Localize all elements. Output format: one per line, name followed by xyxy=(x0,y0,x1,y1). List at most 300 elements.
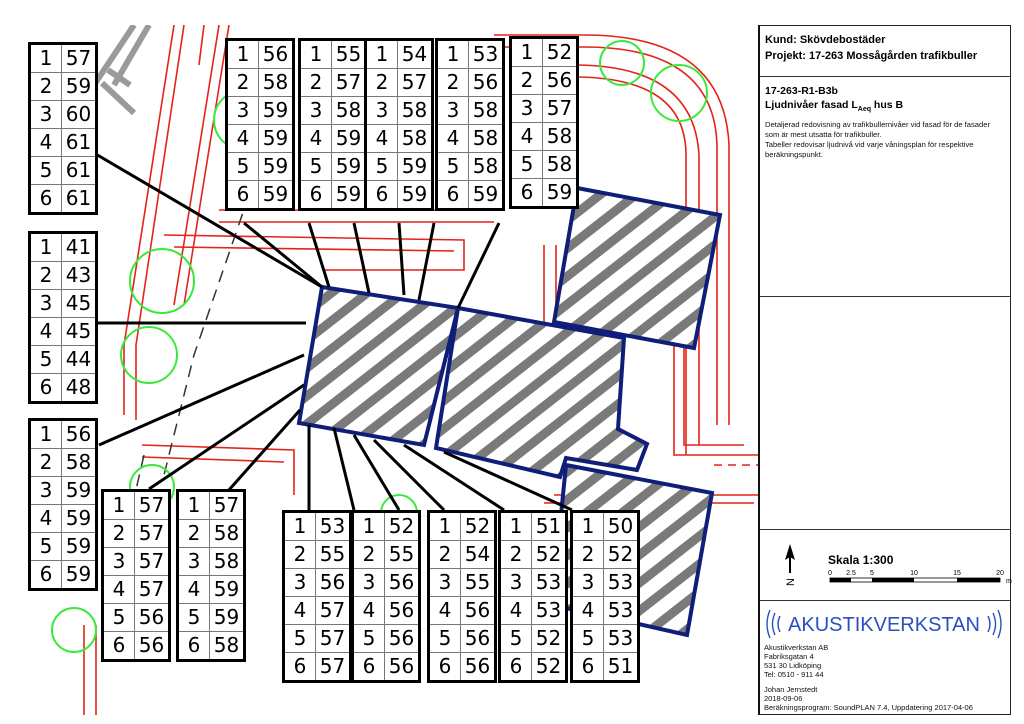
floor-number: 2 xyxy=(30,73,62,101)
table-row xyxy=(511,95,578,123)
floor-number: 2 xyxy=(500,541,532,569)
noise-level-value: 61 xyxy=(62,185,97,214)
table-row xyxy=(30,346,97,374)
noise-level-value: 59 xyxy=(259,125,294,153)
noise-table-bottom-4 xyxy=(498,510,568,683)
table-row xyxy=(30,561,97,590)
floor-number: 3 xyxy=(178,548,210,576)
noise-level-value: 59 xyxy=(62,505,97,533)
noise-level-value: 57 xyxy=(398,69,433,97)
noise-level-value: 58 xyxy=(259,69,294,97)
report-description: Detaljerad redovisning av trafikbullernivåer vid fasad för de fasader som är mest utsatta för trafikbuller. Tabeller redovisar ljudnivå vid varje våningsplan för respektive beräkningspunkt. xyxy=(765,120,990,160)
noise-level-value: 59 xyxy=(543,179,578,208)
table-row xyxy=(366,40,433,69)
floor-number: 1 xyxy=(572,512,604,541)
noise-level-value: 55 xyxy=(332,40,367,69)
floor-number: 3 xyxy=(572,569,604,597)
floor-number: 1 xyxy=(437,40,469,69)
table-row xyxy=(572,625,639,653)
table-row xyxy=(30,477,97,505)
floor-number: 5 xyxy=(511,151,543,179)
scale-tick-label: 2.5 xyxy=(846,570,856,577)
table-row xyxy=(103,576,170,604)
report-title xyxy=(765,99,1010,113)
floor-number: 6 xyxy=(30,185,62,214)
noise-level-value: 56 xyxy=(461,597,496,625)
scale-tick-label: 10 xyxy=(910,570,918,577)
noise-level-value: 58 xyxy=(210,548,245,576)
noise-level-value: 57 xyxy=(135,576,170,604)
table-row xyxy=(429,597,496,625)
noise-table-bottom-2 xyxy=(351,510,421,683)
floor-number: 5 xyxy=(300,153,332,181)
noise-table-bottom-5 xyxy=(570,510,640,683)
noise-level-value: 51 xyxy=(532,512,567,541)
floor-number: 5 xyxy=(227,153,259,181)
floor-number: 1 xyxy=(429,512,461,541)
noise-level-value: 59 xyxy=(62,477,97,505)
floor-number: 4 xyxy=(437,125,469,153)
floor-number: 1 xyxy=(30,233,62,262)
table-row xyxy=(30,101,97,129)
table-row xyxy=(178,632,245,661)
scale-label: Skala 1:300 xyxy=(828,553,894,567)
noise-level-value: 58 xyxy=(210,520,245,548)
noise-level-value: 56 xyxy=(135,632,170,661)
noise-level-value: 61 xyxy=(62,157,97,185)
table-row xyxy=(30,157,97,185)
noise-table-top-4 xyxy=(435,38,505,211)
scale-tick-label: 5 xyxy=(870,570,874,577)
report-title-main: Ljudnivåer fasad L xyxy=(765,99,858,111)
table-row xyxy=(30,449,97,477)
table-row xyxy=(572,569,639,597)
noise-level-value: 54 xyxy=(461,541,496,569)
table-row xyxy=(30,420,97,449)
table-row xyxy=(511,67,578,95)
noise-level-value: 45 xyxy=(62,318,97,346)
author-line: Beräkningsprogram: SoundPLAN 7.4, Uppdatering 2017-04-06 xyxy=(764,703,973,712)
table-row xyxy=(30,262,97,290)
noise-level-value: 58 xyxy=(62,449,97,477)
floor-number: 5 xyxy=(500,625,532,653)
noise-level-value: 56 xyxy=(385,653,420,682)
table-row xyxy=(227,40,294,69)
floor-number: 2 xyxy=(284,541,316,569)
noise-level-value: 52 xyxy=(461,512,496,541)
blank-section xyxy=(760,297,1010,530)
table-row xyxy=(30,505,97,533)
table-row xyxy=(103,548,170,576)
table-row xyxy=(300,181,367,210)
noise-level-value: 45 xyxy=(62,290,97,318)
floor-number: 1 xyxy=(30,420,62,449)
table-row xyxy=(300,40,367,69)
report-section xyxy=(760,77,1010,297)
noise-level-value: 59 xyxy=(62,73,97,101)
author-line: Johan Jernstedt xyxy=(764,685,818,694)
floor-number: 1 xyxy=(30,44,62,73)
table-row xyxy=(227,181,294,210)
noise-level-value: 59 xyxy=(259,97,294,125)
noise-level-value: 56 xyxy=(62,420,97,449)
floor-number: 6 xyxy=(353,653,385,682)
table-row xyxy=(572,541,639,569)
floor-number: 3 xyxy=(30,101,62,129)
floor-number: 3 xyxy=(300,97,332,125)
table-row xyxy=(103,632,170,661)
noise-level-value: 59 xyxy=(332,181,367,210)
table-row xyxy=(437,69,504,97)
noise-level-value: 57 xyxy=(135,548,170,576)
table-row xyxy=(366,181,433,210)
floor-number: 1 xyxy=(227,40,259,69)
noise-level-value: 53 xyxy=(604,597,639,625)
floor-number: 5 xyxy=(353,625,385,653)
title-block xyxy=(758,25,1011,715)
noise-level-value: 59 xyxy=(62,533,97,561)
table-row xyxy=(437,125,504,153)
floor-number: 4 xyxy=(500,597,532,625)
floor-number: 2 xyxy=(511,67,543,95)
noise-level-value: 48 xyxy=(62,374,97,403)
floor-number: 2 xyxy=(300,69,332,97)
scale-tick-label: 0 xyxy=(828,570,832,577)
noise-level-value: 56 xyxy=(259,40,294,69)
noise-level-value: 59 xyxy=(398,153,433,181)
noise-level-value: 57 xyxy=(62,44,97,73)
akustikverkstan-logo xyxy=(767,610,1001,638)
scale-graphic xyxy=(760,530,1013,600)
noise-level-value: 56 xyxy=(135,604,170,632)
client-section xyxy=(760,26,1010,77)
noise-level-value: 41 xyxy=(62,233,97,262)
floor-number: 3 xyxy=(511,95,543,123)
floor-number: 2 xyxy=(30,262,62,290)
noise-level-value: 52 xyxy=(532,653,567,682)
table-row xyxy=(30,290,97,318)
table-row xyxy=(103,491,170,520)
scale-tick-label: 15 xyxy=(953,570,961,577)
floor-number: 3 xyxy=(437,97,469,125)
noise-level-value: 57 xyxy=(316,625,351,653)
noise-table-bottom-left-2 xyxy=(176,489,246,662)
noise-table-left-2 xyxy=(28,231,98,404)
floor-number: 4 xyxy=(353,597,385,625)
noise-table-top-1 xyxy=(225,38,295,211)
table-row xyxy=(437,181,504,210)
noise-level-value: 58 xyxy=(332,97,367,125)
floor-number: 2 xyxy=(103,520,135,548)
noise-level-value: 57 xyxy=(316,653,351,682)
scale-unit: m xyxy=(1006,578,1012,585)
table-row xyxy=(30,73,97,101)
site-plan-map xyxy=(24,25,758,715)
report-title-sub: Aeq xyxy=(857,106,872,114)
floor-number: 3 xyxy=(103,548,135,576)
noise-level-value: 56 xyxy=(461,625,496,653)
floor-number: 1 xyxy=(500,512,532,541)
report-title-end: hus B xyxy=(871,99,904,111)
table-row xyxy=(572,512,639,541)
floor-number: 4 xyxy=(227,125,259,153)
company-line: Fabriksgatan 4 xyxy=(764,652,814,661)
floor-number: 1 xyxy=(103,491,135,520)
table-row xyxy=(30,318,97,346)
table-row xyxy=(511,179,578,208)
floor-number: 1 xyxy=(300,40,332,69)
noise-level-value: 59 xyxy=(398,181,433,210)
table-row xyxy=(227,97,294,125)
floor-number: 4 xyxy=(572,597,604,625)
noise-level-value: 61 xyxy=(62,129,97,157)
table-row xyxy=(500,512,567,541)
floor-number: 1 xyxy=(511,38,543,67)
floor-number: 2 xyxy=(429,541,461,569)
table-row xyxy=(300,153,367,181)
noise-level-value: 56 xyxy=(469,69,504,97)
noise-level-value: 57 xyxy=(135,520,170,548)
noise-level-value: 55 xyxy=(316,541,351,569)
table-row xyxy=(437,153,504,181)
floor-number: 6 xyxy=(300,181,332,210)
floor-number: 6 xyxy=(178,632,210,661)
project-name: Projekt: 17-263 Mossågården trafikbuller xyxy=(765,50,978,62)
noise-level-value: 57 xyxy=(316,597,351,625)
noise-level-value: 59 xyxy=(469,181,504,210)
floor-number: 4 xyxy=(429,597,461,625)
scale-bar xyxy=(830,578,1000,582)
noise-level-value: 57 xyxy=(332,69,367,97)
table-row xyxy=(178,576,245,604)
noise-level-value: 43 xyxy=(62,262,97,290)
table-row xyxy=(178,604,245,632)
noise-level-value: 52 xyxy=(385,512,420,541)
noise-level-value: 52 xyxy=(543,38,578,67)
noise-table-bottom-3 xyxy=(427,510,497,683)
noise-level-value: 59 xyxy=(259,153,294,181)
floor-number: 5 xyxy=(30,346,62,374)
floor-number: 4 xyxy=(30,505,62,533)
scale-section xyxy=(760,530,1010,601)
table-row xyxy=(429,569,496,597)
floor-number: 3 xyxy=(366,97,398,125)
noise-level-value: 52 xyxy=(604,541,639,569)
table-row xyxy=(103,604,170,632)
table-row xyxy=(284,569,351,597)
table-row xyxy=(353,653,420,682)
noise-level-value: 50 xyxy=(604,512,639,541)
floor-number: 5 xyxy=(103,604,135,632)
floor-number: 4 xyxy=(103,576,135,604)
floor-number: 6 xyxy=(429,653,461,682)
floor-number: 2 xyxy=(353,541,385,569)
author-info xyxy=(764,685,973,712)
noise-level-value: 53 xyxy=(469,40,504,69)
floor-number: 6 xyxy=(284,653,316,682)
noise-table-top-5 xyxy=(509,36,579,209)
company-line: Tel: 0510 - 911 44 xyxy=(764,670,824,679)
noise-table-top-2 xyxy=(298,38,368,211)
table-row xyxy=(30,533,97,561)
noise-level-value: 52 xyxy=(532,541,567,569)
floor-number: 6 xyxy=(572,653,604,682)
noise-level-value: 55 xyxy=(385,541,420,569)
table-row xyxy=(300,97,367,125)
table-row xyxy=(500,541,567,569)
table-row xyxy=(284,625,351,653)
road-lines xyxy=(94,25,149,113)
table-row xyxy=(103,520,170,548)
floor-number: 2 xyxy=(30,449,62,477)
floor-number: 5 xyxy=(30,157,62,185)
floor-number: 5 xyxy=(178,604,210,632)
floor-number: 2 xyxy=(572,541,604,569)
noise-table-bottom-left-1 xyxy=(101,489,171,662)
report-code: 17-263-R1-B3b xyxy=(765,85,838,97)
table-row xyxy=(30,185,97,214)
table-row xyxy=(353,569,420,597)
floor-number: 5 xyxy=(284,625,316,653)
noise-level-value: 56 xyxy=(385,597,420,625)
noise-level-value: 57 xyxy=(543,95,578,123)
floor-number: 1 xyxy=(178,491,210,520)
floor-number: 3 xyxy=(500,569,532,597)
floor-number: 3 xyxy=(227,97,259,125)
table-row xyxy=(353,597,420,625)
noise-table-top-3 xyxy=(364,38,434,211)
noise-level-value: 53 xyxy=(604,569,639,597)
floor-number: 5 xyxy=(30,533,62,561)
noise-level-value: 44 xyxy=(62,346,97,374)
noise-level-value: 56 xyxy=(543,67,578,95)
noise-level-value: 59 xyxy=(210,604,245,632)
noise-table-left-3 xyxy=(28,418,98,591)
company-line: 531 30 Lidköping xyxy=(764,661,822,670)
floor-number: 4 xyxy=(284,597,316,625)
floor-number: 3 xyxy=(429,569,461,597)
floor-number: 4 xyxy=(30,129,62,157)
floor-number: 6 xyxy=(500,653,532,682)
noise-level-value: 59 xyxy=(332,153,367,181)
company-section xyxy=(760,600,1010,716)
noise-level-value: 58 xyxy=(469,97,504,125)
noise-level-value: 59 xyxy=(210,576,245,604)
table-row xyxy=(30,233,97,262)
noise-level-value: 58 xyxy=(398,97,433,125)
noise-level-value: 60 xyxy=(62,101,97,129)
table-row xyxy=(511,123,578,151)
company-block xyxy=(760,600,1013,716)
table-row xyxy=(30,44,97,73)
noise-level-value: 58 xyxy=(210,632,245,661)
noise-level-value: 57 xyxy=(135,491,170,520)
floor-number: 1 xyxy=(284,512,316,541)
noise-level-value: 51 xyxy=(604,653,639,682)
table-row xyxy=(227,153,294,181)
floor-number: 5 xyxy=(437,153,469,181)
noise-level-value: 54 xyxy=(398,40,433,69)
table-row xyxy=(353,625,420,653)
noise-level-value: 58 xyxy=(543,123,578,151)
table-row xyxy=(429,512,496,541)
floor-number: 4 xyxy=(366,125,398,153)
table-row xyxy=(284,597,351,625)
client-name: Kund: Skövdebostäder xyxy=(765,34,886,46)
table-row xyxy=(30,374,97,403)
noise-level-value: 56 xyxy=(316,569,351,597)
floor-number: 3 xyxy=(353,569,385,597)
noise-level-value: 56 xyxy=(385,625,420,653)
noise-level-value: 58 xyxy=(543,151,578,179)
floor-number: 6 xyxy=(103,632,135,661)
floor-number: 4 xyxy=(300,125,332,153)
table-row xyxy=(227,125,294,153)
table-row xyxy=(30,129,97,157)
noise-level-value: 53 xyxy=(316,512,351,541)
table-row xyxy=(227,69,294,97)
table-row xyxy=(178,491,245,520)
noise-level-value: 59 xyxy=(259,181,294,210)
floor-number: 6 xyxy=(30,374,62,403)
noise-level-value: 59 xyxy=(332,125,367,153)
north-label: N xyxy=(785,578,797,586)
table-row xyxy=(300,69,367,97)
floor-number: 5 xyxy=(366,153,398,181)
company-address xyxy=(764,643,828,679)
floor-number: 3 xyxy=(30,290,62,318)
table-row xyxy=(511,151,578,179)
table-row xyxy=(572,653,639,682)
table-row xyxy=(353,541,420,569)
floor-number: 6 xyxy=(437,181,469,210)
floor-number: 3 xyxy=(284,569,316,597)
table-row xyxy=(500,597,567,625)
north-arrow-icon xyxy=(785,544,797,586)
noise-level-value: 56 xyxy=(385,569,420,597)
floor-number: 6 xyxy=(511,179,543,208)
floor-number: 6 xyxy=(227,181,259,210)
table-row xyxy=(300,125,367,153)
table-row xyxy=(284,512,351,541)
floor-number: 5 xyxy=(572,625,604,653)
table-row xyxy=(353,512,420,541)
floor-number: 4 xyxy=(511,123,543,151)
floor-number: 3 xyxy=(30,477,62,505)
table-row xyxy=(284,541,351,569)
noise-table-bottom-1 xyxy=(282,510,352,683)
table-row xyxy=(284,653,351,682)
table-row xyxy=(429,625,496,653)
table-row xyxy=(437,40,504,69)
floor-number: 2 xyxy=(227,69,259,97)
table-row xyxy=(366,97,433,125)
noise-level-value: 53 xyxy=(604,625,639,653)
floor-number: 6 xyxy=(30,561,62,590)
table-row xyxy=(429,653,496,682)
noise-level-value: 59 xyxy=(62,561,97,590)
noise-level-value: 58 xyxy=(469,125,504,153)
noise-level-value: 58 xyxy=(469,153,504,181)
table-row xyxy=(366,153,433,181)
floor-number: 4 xyxy=(30,318,62,346)
logo-text: AKUSTIKVERKSTAN xyxy=(788,614,980,636)
noise-table-left-1 xyxy=(28,42,98,215)
company-line: Akustikverkstan AB xyxy=(764,643,829,652)
noise-level-value: 57 xyxy=(210,491,245,520)
noise-level-value: 55 xyxy=(461,569,496,597)
floor-number: 1 xyxy=(366,40,398,69)
